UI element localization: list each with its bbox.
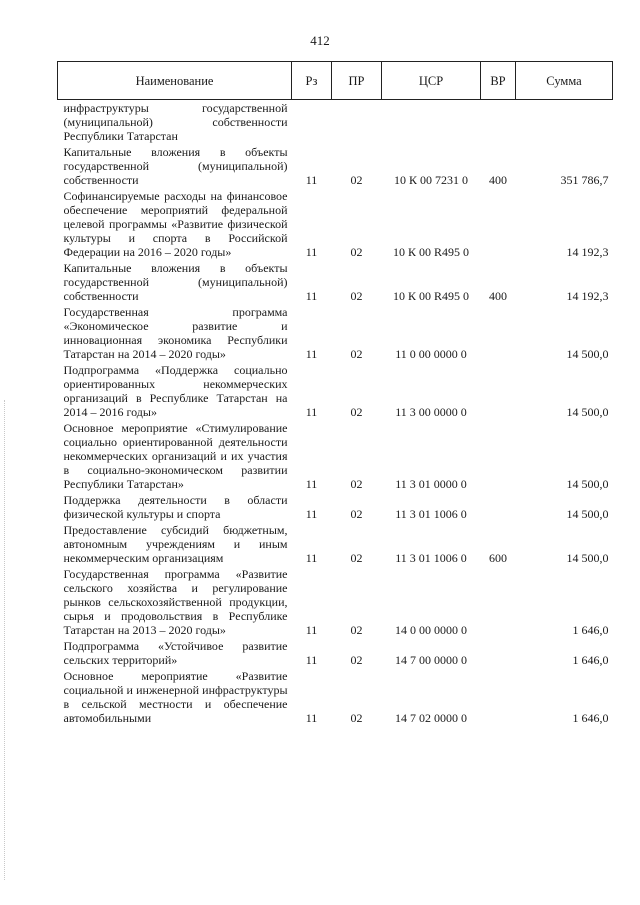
- header-pr: ПР: [332, 62, 382, 100]
- cell-sum: 1 646,0: [572, 711, 609, 725]
- header-rz: Рз: [292, 62, 332, 100]
- budget-table: [57, 61, 613, 725]
- cell-sum: 1 646,0: [572, 623, 609, 637]
- cell-rz: [292, 100, 332, 144]
- table-row: [58, 143, 613, 187]
- cell-pr: 02: [350, 289, 363, 303]
- cell-vr: [481, 667, 516, 725]
- cell-csr: [382, 100, 481, 144]
- cell-sum: 14 500,0: [566, 477, 609, 491]
- cell-csr: 14 7 00 0000 0: [395, 653, 467, 667]
- cell-pr: 02: [350, 405, 363, 419]
- cell-name: Софинансируемые расходы на финансовое обеспечение мероприятий федеральной целевой программы «Развитие физической культуры и спорта в Российской Федерации на 2016 – 2020 годы»: [63, 189, 288, 259]
- cell-name: Поддержка деятельности в области физической культуры и спорта: [63, 493, 288, 521]
- table-row: [58, 521, 613, 565]
- cell-vr: [481, 361, 516, 419]
- table-body: [58, 100, 613, 726]
- cell-sum: 14 500,0: [566, 551, 609, 565]
- cell-vr: [481, 565, 516, 637]
- cell-rz: 11: [305, 347, 318, 361]
- cell-vr: 400: [489, 289, 507, 303]
- header-name: Наименование: [58, 62, 292, 100]
- cell-pr: 02: [350, 477, 363, 491]
- cell-name: Подпрограмма «Поддержка социально ориентированных некоммерческих организаций в Республике Татарстан на 2014 – 2016 годы»: [63, 363, 288, 419]
- cell-vr: [481, 419, 516, 491]
- cell-name: инфраструктуры государственной (муниципальной) собственности Республики Татарстан: [63, 101, 288, 143]
- table-row: [58, 637, 613, 667]
- cell-vr: [481, 491, 516, 521]
- cell-rz: 11: [305, 623, 318, 637]
- table-row: [58, 187, 613, 259]
- cell-rz: 11: [305, 477, 318, 491]
- cell-pr: 02: [350, 245, 363, 259]
- table-header: [58, 62, 613, 100]
- cell-rz: 11: [305, 507, 318, 521]
- cell-rz: 11: [305, 653, 318, 667]
- cell-sum: 1 646,0: [572, 653, 609, 667]
- cell-rz: 11: [305, 551, 318, 565]
- cell-vr: 600: [489, 551, 507, 565]
- cell-vr: [481, 100, 516, 144]
- cell-name: Подпрограмма «Устойчивое развитие сельских территорий»: [63, 639, 288, 667]
- cell-csr: 10 К 00 7231 0: [393, 173, 468, 187]
- cell-sum: 14 500,0: [566, 405, 609, 419]
- cell-csr: 11 3 01 1006 0: [395, 507, 467, 521]
- cell-sum: [516, 100, 613, 144]
- cell-sum: 14 500,0: [566, 507, 609, 521]
- table-row: [58, 667, 613, 725]
- page-number: 412: [310, 33, 330, 48]
- cell-pr: 02: [350, 551, 363, 565]
- cell-name: Государственная программа «Развитие сельского хозяйства и регулирование рынков сельскохозяйственной продукции, сырья и продовольствия в Республике Татарстан на 2013 – 2020 годы»: [63, 567, 288, 637]
- header-csr: ЦСР: [382, 62, 481, 100]
- cell-name: Основное мероприятие «Развитие социальной и инженерной инфраструктуры в сельской местности и обеспечение автомобильными: [63, 669, 288, 725]
- table-row: [58, 259, 613, 303]
- cell-vr: 400: [489, 173, 507, 187]
- cell-sum: 14 192,3: [566, 245, 609, 259]
- table-row: [58, 419, 613, 491]
- table-row: [58, 303, 613, 361]
- cell-pr: 02: [350, 711, 363, 725]
- cell-pr: 02: [350, 653, 363, 667]
- cell-csr: 14 7 02 0000 0: [395, 711, 467, 725]
- cell-csr: 11 0 00 0000 0: [395, 347, 467, 361]
- table-row: [58, 361, 613, 419]
- cell-pr: 02: [350, 173, 363, 187]
- cell-vr: [481, 637, 516, 667]
- scan-margin-dots: [4, 400, 6, 880]
- cell-pr: 02: [350, 347, 363, 361]
- cell-sum: 14 192,3: [566, 289, 609, 303]
- header-sum: Сумма: [516, 62, 613, 100]
- cell-csr: 14 0 00 0000 0: [395, 623, 467, 637]
- cell-name: Предоставление субсидий бюджетным, автономным учреждениям и иным некоммерческим организациям: [63, 523, 288, 565]
- cell-name: Капитальные вложения в объекты государственной (муниципальной) собственности: [63, 261, 288, 303]
- cell-pr: [332, 100, 382, 144]
- cell-name: Капитальные вложения в объекты государственной (муниципальной) собственности: [63, 145, 288, 187]
- table-row: [58, 565, 613, 637]
- cell-rz: 11: [305, 711, 318, 725]
- cell-csr: 10 К 00 R495 0: [392, 289, 469, 303]
- cell-sum: 14 500,0: [566, 347, 609, 361]
- cell-vr: [481, 303, 516, 361]
- cell-csr: 11 3 00 0000 0: [395, 405, 467, 419]
- header-vr: ВР: [481, 62, 516, 100]
- cell-sum: 351 786,7: [560, 173, 609, 187]
- cell-rz: 11: [305, 405, 318, 419]
- cell-name: Государственная программа «Экономическое развитие и инновационная экономика Республики Татарстан на 2014 – 2020 годы»: [63, 305, 288, 361]
- cell-pr: 02: [350, 507, 363, 521]
- cell-csr: 10 К 00 R495 0: [392, 245, 469, 259]
- cell-name: Основное мероприятие «Стимулирование социально ориентированной деятельности некоммерческих организаций и их участия в социально-экономическом развитии Республики Татарстан»: [63, 421, 288, 491]
- cell-csr: 11 3 01 0000 0: [395, 477, 467, 491]
- table-row: [58, 491, 613, 521]
- cell-pr: 02: [350, 623, 363, 637]
- cell-rz: 11: [305, 245, 318, 259]
- cell-csr: 11 3 01 1006 0: [395, 551, 467, 565]
- cell-rz: 11: [305, 289, 318, 303]
- cell-vr: [481, 187, 516, 259]
- table-row: [58, 100, 613, 144]
- cell-rz: 11: [305, 173, 318, 187]
